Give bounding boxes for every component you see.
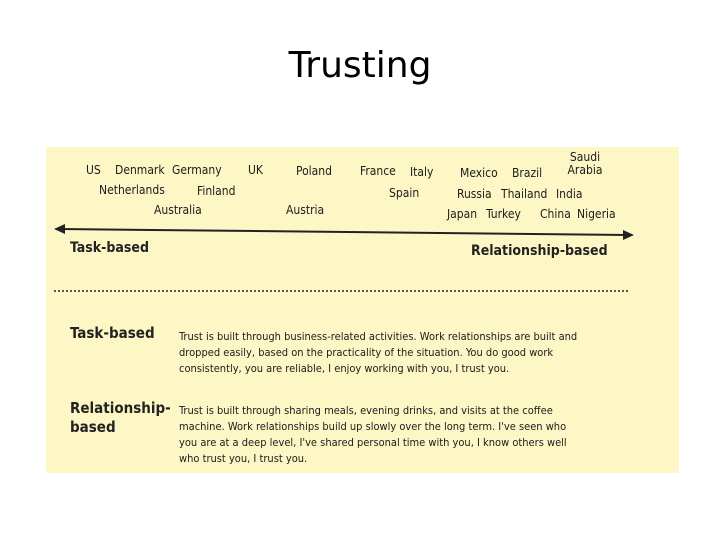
country-turkey: Turkey: [486, 207, 521, 221]
definition-text-task-based: Trust is built through business-related activities. Work relationships are built and dropped easily, based on the practicality of the situation. You do good work consistently, you are reliable, I enjoy working with you, I trust you.: [179, 330, 578, 375]
country-russia: Russia: [457, 187, 492, 201]
country-japan: Japan: [447, 207, 478, 221]
country-mexico: Mexico: [460, 166, 498, 180]
country-france: France: [360, 164, 396, 178]
definition-term-relationship-line2: based: [70, 417, 116, 436]
country-finland: Finland: [197, 184, 236, 198]
country-denmark: Denmark: [115, 163, 165, 177]
country-germany: Germany: [172, 163, 222, 177]
country-saudi-arabia-line2: Arabia: [567, 163, 603, 178]
scale-right-label: Relationship-based: [471, 243, 608, 259]
definition-term-relationship-line1: Relationship-: [70, 399, 171, 417]
country-austria: Austria: [286, 203, 325, 217]
country-china: China: [540, 207, 571, 221]
trusting-scale-figure: [46, 147, 679, 473]
dotted-divider: [54, 290, 628, 292]
definition-text-relationship-based: Trust is built through sharing meals, evening drinks, and visits at the coffee machine. Work relationships build up slowly over the long term. I've seen who you are at a deep level, I've shared personal time with you, I know others well who trust you, I trust you.: [179, 404, 567, 465]
slide-title: Trusting: [288, 45, 432, 86]
country-uk: UK: [248, 163, 263, 177]
country-us: US: [86, 163, 101, 177]
country-italy: Italy: [410, 165, 434, 179]
country-brazil: Brazil: [512, 166, 543, 180]
arrow-right-icon: [623, 230, 634, 240]
country-poland: Poland: [296, 164, 332, 178]
country-spain: Spain: [389, 186, 420, 200]
definition-term-relationship-based: [70, 399, 171, 437]
country-netherlands: Netherlands: [99, 183, 165, 197]
country-nigeria: Nigeria: [577, 207, 616, 221]
scale-left-label: Task-based: [70, 240, 149, 256]
country-india: India: [556, 187, 583, 201]
country-saudi-arabia-line1: Saudi: [569, 150, 601, 164]
definition-term-task-based: Task-based: [70, 324, 155, 342]
arrow-left-icon: [54, 224, 65, 234]
country-thailand: Thailand: [501, 187, 548, 201]
country-australia: Australia: [154, 203, 202, 217]
